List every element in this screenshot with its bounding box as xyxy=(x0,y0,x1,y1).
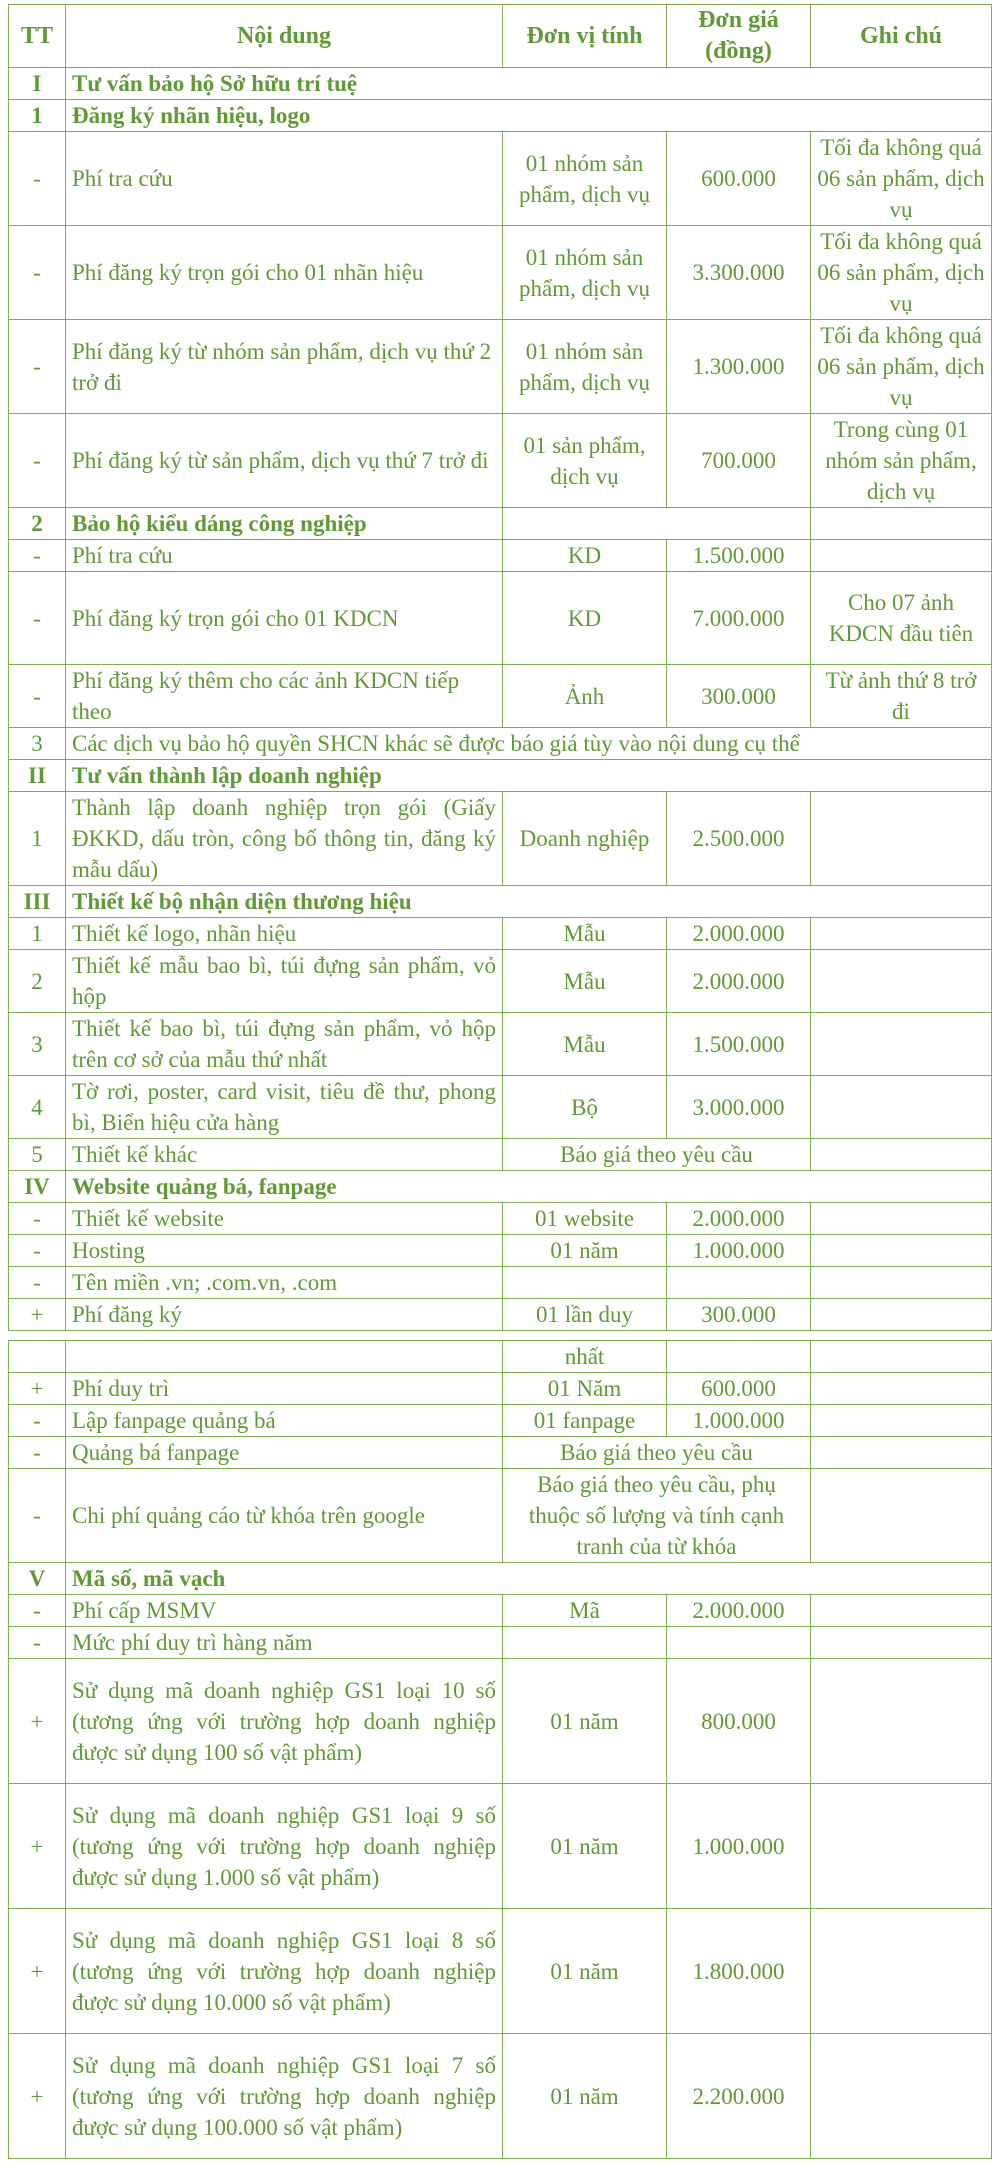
empty-cell xyxy=(811,1139,992,1171)
item-content: Thiết kế website xyxy=(66,1203,503,1235)
item-content: Phí đăng ký trọn gói cho 01 KDCN xyxy=(66,572,503,665)
price-cell: 300.000 xyxy=(667,665,811,728)
row-number: I xyxy=(9,68,66,100)
table-body-part-1 xyxy=(9,68,992,1331)
table-row xyxy=(9,320,992,414)
table-row xyxy=(9,1235,992,1267)
note-cell xyxy=(811,2034,992,2159)
row-number: 2 xyxy=(9,950,66,1013)
unit-cell: 01 năm xyxy=(503,2034,667,2159)
note-cell xyxy=(811,1341,992,1373)
row-number: - xyxy=(9,1627,66,1659)
note-cell xyxy=(811,1076,992,1139)
unit-cell: Mã xyxy=(503,1595,667,1627)
item-content: Phí đăng ký từ sản phẩm, dịch vụ thứ 7 trở đi xyxy=(66,414,503,508)
section-heading: Tư vấn thành lập doanh nghiệp xyxy=(66,760,992,792)
row-number: 4 xyxy=(9,1076,66,1139)
note-cell: Tối đa không quá 06 sản phẩm, dịch vụ xyxy=(811,320,992,414)
table-row xyxy=(9,665,992,728)
note-cell xyxy=(811,1595,992,1627)
item-content: Chi phí quảng cáo từ khóa trên google xyxy=(66,1469,503,1563)
header-content: Nội dung xyxy=(66,5,503,68)
row-number: 3 xyxy=(9,728,66,760)
table-row xyxy=(9,100,992,132)
item-content: Phí đăng ký xyxy=(66,1299,503,1331)
price-cell: 1.000.000 xyxy=(667,1405,811,1437)
note-cell: Trong cùng 01 nhóm sản phẩm, dịch vụ xyxy=(811,414,992,508)
table-row xyxy=(9,728,992,760)
note-cell: Tối đa không quá 06 sản phẩm, dịch vụ xyxy=(811,226,992,320)
unit-cell: Mẫu xyxy=(503,918,667,950)
row-number: - xyxy=(9,665,66,728)
unit-cell: 01 website xyxy=(503,1203,667,1235)
table-row xyxy=(9,1469,992,1563)
unit-cell: 01 fanpage xyxy=(503,1405,667,1437)
price-cell: 2.000.000 xyxy=(667,1595,811,1627)
table-row xyxy=(9,1341,992,1373)
table-row xyxy=(9,1659,992,1784)
note-cell xyxy=(811,1013,992,1076)
item-content: Phí đăng ký trọn gói cho 01 nhãn hiệu xyxy=(66,226,503,320)
row-number: - xyxy=(9,1469,66,1563)
row-number: - xyxy=(9,540,66,572)
note-cell xyxy=(811,1627,992,1659)
price-cell: 2.000.000 xyxy=(667,1203,811,1235)
item-content: Lập fanpage quảng bá xyxy=(66,1405,503,1437)
price-cell xyxy=(667,1341,811,1373)
table-row xyxy=(9,1267,992,1299)
price-cell: 1.300.000 xyxy=(667,320,811,414)
item-content: Tên miền .vn; .com.vn, .com xyxy=(66,1267,503,1299)
unit-cell: Ảnh xyxy=(503,665,667,728)
item-content: Mức phí duy trì hàng năm xyxy=(66,1627,503,1659)
note-cell xyxy=(811,1909,992,2034)
table-row xyxy=(9,1299,992,1331)
table-row xyxy=(9,1013,992,1076)
item-content: Tờ rơi, poster, card visit, tiêu đề thư, phong bì, Biển hiệu cửa hàng xyxy=(66,1076,503,1139)
unit-cell: 01 năm xyxy=(503,1909,667,2034)
price-cell xyxy=(667,1627,811,1659)
item-content: Sử dụng mã doanh nghiệp GS1 loại 8 số (tương ứng với trường hợp doanh nghiệp được sử dụng 10.000 số vật phẩm) xyxy=(66,1909,503,2034)
table-row xyxy=(9,1171,992,1203)
row-number: - xyxy=(9,1595,66,1627)
row-number: - xyxy=(9,132,66,226)
note-cell xyxy=(811,1299,992,1331)
row-number: III xyxy=(9,886,66,918)
table-row xyxy=(9,1373,992,1405)
item-content: Sử dụng mã doanh nghiệp GS1 loại 9 số (tương ứng với trường hợp doanh nghiệp được sử dụng 1.000 số vật phẩm) xyxy=(66,1784,503,1909)
row-number: - xyxy=(9,414,66,508)
row-number: - xyxy=(9,1203,66,1235)
note-cell xyxy=(811,1659,992,1784)
table-row xyxy=(9,226,992,320)
item-content: Phí tra cứu xyxy=(66,540,503,572)
item-content: Phí cấp MSMV xyxy=(66,1595,503,1627)
table-row xyxy=(9,68,992,100)
item-content: Hosting xyxy=(66,1235,503,1267)
item-content xyxy=(66,1341,503,1373)
row-number: IV xyxy=(9,1171,66,1203)
row-number: - xyxy=(9,1437,66,1469)
section-heading: Các dịch vụ bảo hộ quyền SHCN khác sẽ được báo giá tùy vào nội dung cụ thể xyxy=(66,728,992,760)
table-row xyxy=(9,918,992,950)
row-number: - xyxy=(9,1235,66,1267)
note-cell xyxy=(811,1373,992,1405)
row-number: 3 xyxy=(9,1013,66,1076)
price-cell: 7.000.000 xyxy=(667,572,811,665)
item-content: Thành lập doanh nghiệp trọn gói (Giấy ĐKKD, dấu tròn, công bố thông tin, đăng ký mẫu dấu) xyxy=(66,792,503,886)
unit-cell: 01 nhóm sản phẩm, dịch vụ xyxy=(503,132,667,226)
header-price: Đơn giá (đồng) xyxy=(667,5,811,68)
row-number: 1 xyxy=(9,918,66,950)
item-content: Thiết kế mẫu bao bì, túi đựng sản phẩm, vỏ hộp xyxy=(66,950,503,1013)
row-number: + xyxy=(9,1909,66,2034)
note-cell xyxy=(811,950,992,1013)
table-row xyxy=(9,1139,992,1171)
price-table-part-1 xyxy=(8,4,992,1331)
row-number: + xyxy=(9,2034,66,2159)
section-heading: Tư vấn bảo hộ Sở hữu trí tuệ xyxy=(66,68,992,100)
note-cell xyxy=(811,1203,992,1235)
row-number xyxy=(9,1341,66,1373)
price-cell: 600.000 xyxy=(667,1373,811,1405)
table-row xyxy=(9,1627,992,1659)
unit-cell: KD xyxy=(503,572,667,665)
section-heading: Website quảng bá, fanpage xyxy=(66,1171,992,1203)
item-content: Phí đăng ký thêm cho các ảnh KDCN tiếp theo xyxy=(66,665,503,728)
unit-cell: nhất xyxy=(503,1341,667,1373)
table-row xyxy=(9,1203,992,1235)
item-content: Sử dụng mã doanh nghiệp GS1 loại 7 số (tương ứng với trường hợp doanh nghiệp được sử dụng 100.000 số vật phẩm) xyxy=(66,2034,503,2159)
price-cell: 2.000.000 xyxy=(667,918,811,950)
note-cell: Tối đa không quá 06 sản phẩm, dịch vụ xyxy=(811,132,992,226)
item-content: Sử dụng mã doanh nghiệp GS1 loại 10 số (tương ứng với trường hợp doanh nghiệp được sử dụng 100 số vật phẩm) xyxy=(66,1659,503,1784)
unit-cell: 01 nhóm sản phẩm, dịch vụ xyxy=(503,226,667,320)
note-cell xyxy=(811,1784,992,1909)
row-number: 1 xyxy=(9,792,66,886)
row-number: 2 xyxy=(9,508,66,540)
item-content: Phí duy trì xyxy=(66,1373,503,1405)
note-cell xyxy=(811,1235,992,1267)
row-number: + xyxy=(9,1373,66,1405)
item-content: Phí tra cứu xyxy=(66,132,503,226)
price-cell: 300.000 xyxy=(667,1299,811,1331)
empty-cell xyxy=(811,1469,992,1563)
empty-cell xyxy=(811,1437,992,1469)
section-heading: Mã số, mã vạch xyxy=(66,1563,992,1595)
table-row xyxy=(9,760,992,792)
merged-price-note: Báo giá theo yêu cầu xyxy=(503,1437,811,1469)
price-cell: 1.500.000 xyxy=(667,1013,811,1076)
unit-cell: 01 nhóm sản phẩm, dịch vụ xyxy=(503,320,667,414)
note-cell xyxy=(811,540,992,572)
table-row xyxy=(9,540,992,572)
table-row xyxy=(9,1909,992,2034)
table-header-row xyxy=(9,5,992,68)
row-number: 5 xyxy=(9,1139,66,1171)
row-number: II xyxy=(9,760,66,792)
price-cell: 2.000.000 xyxy=(667,950,811,1013)
unit-cell: 01 sản phẩm, dịch vụ xyxy=(503,414,667,508)
table-row xyxy=(9,414,992,508)
note-cell xyxy=(811,918,992,950)
unit-cell: 01 năm xyxy=(503,1235,667,1267)
empty-cell xyxy=(811,508,992,540)
price-cell: 1.000.000 xyxy=(667,1784,811,1909)
item-content: Phí đăng ký từ nhóm sản phẩm, dịch vụ thứ 2 trở đi xyxy=(66,320,503,414)
note-cell: Từ ảnh thứ 8 trở đi xyxy=(811,665,992,728)
price-cell: 2.200.000 xyxy=(667,2034,811,2159)
item-content: Thiết kế khác xyxy=(66,1139,503,1171)
item-content: Thiết kế logo, nhãn hiệu xyxy=(66,918,503,950)
table-row xyxy=(9,1595,992,1627)
table-row xyxy=(9,792,992,886)
header-note: Ghi chú xyxy=(811,5,992,68)
item-content: Thiết kế bao bì, túi đựng sản phẩm, vỏ hộp trên cơ sở của mẫu thứ nhất xyxy=(66,1013,503,1076)
unit-cell xyxy=(503,1627,667,1659)
table-row xyxy=(9,1076,992,1139)
row-number: + xyxy=(9,1299,66,1331)
section-heading: Thiết kế bộ nhận diện thương hiệu xyxy=(66,886,992,918)
item-content: Quảng bá fanpage xyxy=(66,1437,503,1469)
table-row xyxy=(9,1563,992,1595)
price-cell: 800.000 xyxy=(667,1659,811,1784)
note-cell xyxy=(811,1405,992,1437)
unit-cell: 01 lần duy xyxy=(503,1299,667,1331)
unit-cell: 01 năm xyxy=(503,1784,667,1909)
row-number: - xyxy=(9,572,66,665)
merged-price-note: Báo giá theo yêu cầu, phụ thuộc số lượng và tính cạnh tranh của từ khóa xyxy=(503,1469,811,1563)
unit-cell: Mẫu xyxy=(503,950,667,1013)
note-cell xyxy=(811,792,992,886)
price-cell: 3.300.000 xyxy=(667,226,811,320)
table-body-part-2 xyxy=(9,1341,992,2159)
unit-cell: 01 năm xyxy=(503,1659,667,1784)
unit-cell: Mẫu xyxy=(503,1013,667,1076)
table-row xyxy=(9,1437,992,1469)
table-row xyxy=(9,572,992,665)
price-cell: 600.000 xyxy=(667,132,811,226)
unit-cell: Bộ xyxy=(503,1076,667,1139)
note-cell xyxy=(811,1267,992,1299)
price-cell: 1.500.000 xyxy=(667,540,811,572)
table-row xyxy=(9,508,992,540)
table-row xyxy=(9,1784,992,1909)
unit-cell: KD xyxy=(503,540,667,572)
price-cell: 700.000 xyxy=(667,414,811,508)
table-row xyxy=(9,1405,992,1437)
row-number: 1 xyxy=(9,100,66,132)
empty-cell xyxy=(503,508,811,540)
price-cell: 3.000.000 xyxy=(667,1076,811,1139)
price-cell xyxy=(667,1267,811,1299)
row-number: - xyxy=(9,226,66,320)
price-table-part-2 xyxy=(8,1340,992,2159)
merged-price-note: Báo giá theo yêu cầu xyxy=(503,1139,811,1171)
header-unit: Đơn vị tính xyxy=(503,5,667,68)
section-heading: Đăng ký nhãn hiệu, logo xyxy=(66,100,992,132)
unit-cell: Doanh nghiệp xyxy=(503,792,667,886)
price-cell: 1.800.000 xyxy=(667,1909,811,2034)
row-number: + xyxy=(9,1784,66,1909)
price-cell: 1.000.000 xyxy=(667,1235,811,1267)
unit-cell: 01 Năm xyxy=(503,1373,667,1405)
row-number: - xyxy=(9,1405,66,1437)
table-row xyxy=(9,886,992,918)
table-row xyxy=(9,132,992,226)
section-heading: Bảo hộ kiểu dáng công nghiệp xyxy=(66,508,503,540)
price-cell: 2.500.000 xyxy=(667,792,811,886)
unit-cell xyxy=(503,1267,667,1299)
table-row xyxy=(9,2034,992,2159)
table-row xyxy=(9,950,992,1013)
row-number: - xyxy=(9,1267,66,1299)
header-tt: TT xyxy=(9,5,66,68)
row-number: + xyxy=(9,1659,66,1784)
row-number: - xyxy=(9,320,66,414)
row-number: V xyxy=(9,1563,66,1595)
note-cell: Cho 07 ảnh KDCN đầu tiên xyxy=(811,572,992,665)
